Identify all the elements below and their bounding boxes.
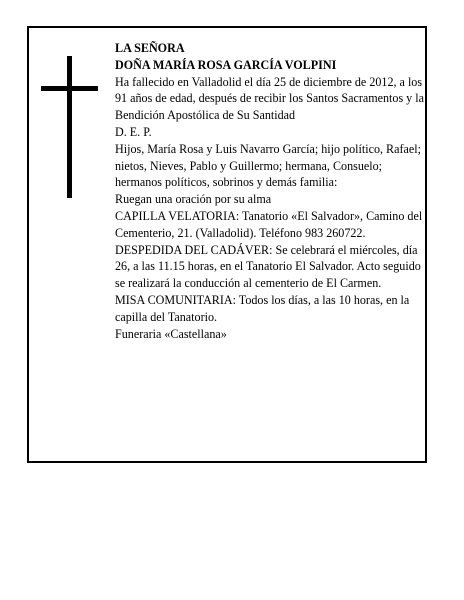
funeral-home: Funeraria «Castellana» — [115, 326, 227, 341]
prayer-request: Ruegan una oración por su alma — [115, 192, 272, 207]
farewell-info: DESPEDIDA DEL CADÁVER: Se celebrará el miércoles, día 26, a las 11.15 horas, en el Tanatorio El Salvador. Acto seguido se realizará la conducción al cementerio de El Carmen. — [115, 242, 421, 291]
notice-text — [115, 40, 427, 342]
notice-title: LA SEÑORA — [115, 41, 185, 55]
deceased-name: DOÑA MARÍA ROSA GARCÍA VOLPINI — [115, 57, 337, 72]
mass-info: MISA COMUNITARIA: Todos los días, a las 10 horas, en la capilla del Tanatorio. — [115, 292, 410, 324]
wake-info: CAPILLA VELATORIA: Tanatorio «El Salvador», Camino del Cementerio, 21. (Valladolid). Teléfono 983 260722. — [115, 208, 423, 240]
announcement-paragraph: Ha fallecido en Valladolid el día 25 de diciembre de 2012, a los 91 años de edad, después de recibir los Santos Sacramentos y la Bendición Apostólica de Su Santidad — [115, 74, 424, 123]
cross-horizontal-bar — [41, 86, 98, 91]
family-paragraph: Hijos, María Rosa y Luis Navarro García; hijo político, Rafael; nietos, Nieves, Pablo y Guillermo; hermana, Consuelo; hermanos políticos, sobrinos y demás familia: — [115, 141, 421, 190]
cross-vertical-bar — [67, 56, 72, 198]
rip-line: D. E. P. — [115, 124, 152, 139]
obituary-notice — [27, 26, 427, 463]
